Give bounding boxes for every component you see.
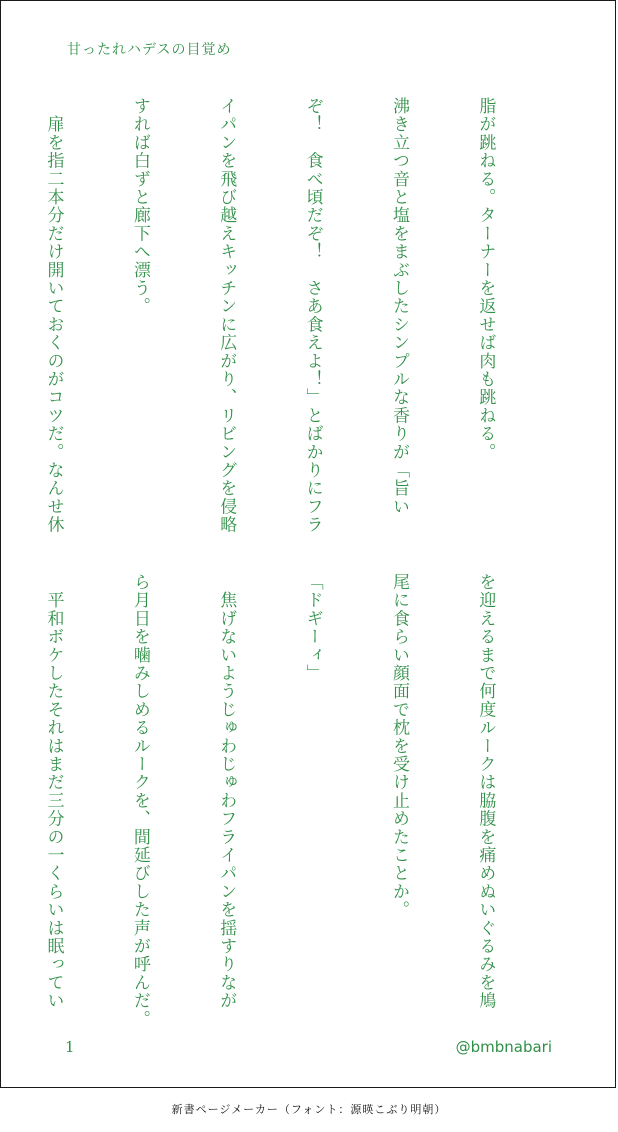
text-line: 脂が跳ねる。ターナーを返せば肉も跳ねる。 bbox=[475, 97, 496, 461]
text-line: 焦げないようじゅわじゅわフライパンを揺すりなが bbox=[216, 573, 237, 1010]
text-line: 平和ボケしたそれはまだ三分の一くらいは眠ってい bbox=[43, 573, 64, 1010]
text-block-top bbox=[0, 97, 557, 537]
page-number: 1 bbox=[65, 1038, 75, 1056]
text-line: 扉を指二本分だけ開いておくのがコツだ。なんせ休 bbox=[43, 97, 64, 534]
text-line: ぞ！ 食べ頃だぞ！ さあ食えよ！」とばかりにフラ bbox=[302, 97, 323, 534]
footer-caption: 新書ページメーカー（フォント：源暎こぶり明朝） bbox=[171, 1103, 447, 1116]
author-handle: @bmbnabari bbox=[455, 1038, 552, 1056]
text-line: 尾に食らい顔面で枕を受け止めたことか。 bbox=[389, 573, 410, 919]
text-line: 「ドギーィ」 bbox=[302, 573, 323, 683]
text-line: ら月日を噛みしめるルークを、間延びした声が呼んだ。 bbox=[129, 573, 150, 1028]
text-line: を迎えるまで何度ルークは脇腹を痛めぬいぐるみを鳩 bbox=[475, 573, 496, 1010]
text-block-bottom bbox=[0, 573, 557, 1028]
text-line: イパンを飛び越えキッチンに広がり、リビングを侵略 bbox=[216, 97, 237, 534]
text-line: 沸き立つ音と塩をまぶしたシンプルな香りが「旨い bbox=[389, 97, 410, 516]
page-title: 甘ったれハデスの目覚め bbox=[67, 42, 232, 58]
text-line: すれば白ずと廊下へ漂う。 bbox=[129, 97, 150, 316]
